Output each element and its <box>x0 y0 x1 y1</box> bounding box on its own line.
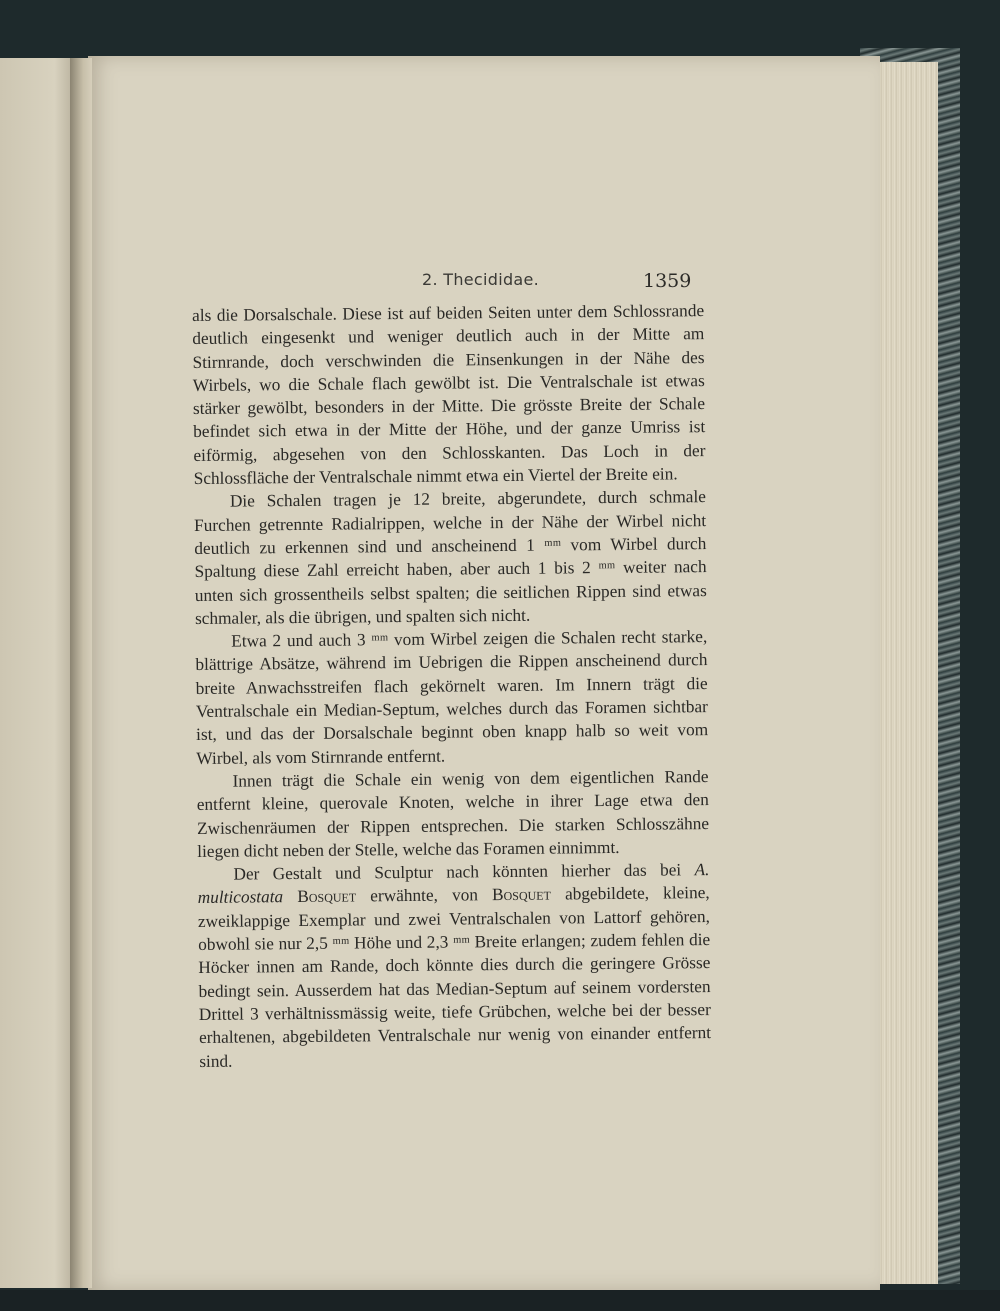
paragraph-5-text-b: erwähnte, von <box>356 885 493 906</box>
paragraph-5-text-a: Der Gestalt und Sculptur nach könnten hierher das bei <box>233 860 695 884</box>
background-bottom <box>0 1290 1000 1311</box>
author-name: Bosquet <box>297 886 357 907</box>
body-text <box>192 299 711 1073</box>
page-number: 1359 <box>643 270 692 292</box>
book-gutter <box>70 58 92 1288</box>
paragraph-3: Etwa 2 und auch 3 ᵐᵐ vom Wirbel zeigen die Schalen recht starke, blättrige Absätze, während im Uebrigen die Rippen anscheinend durch breite Anwachsstreifen flach gekörnelt waren. Im Innern trägt die Ventralschale ein Median-Septum, welches durch das Foramen sichtbar ist, und das der Dorsalschale beginnt oben knapp halb so weit vom Wirbel, als vom Stirnrande entfernt. <box>195 627 709 768</box>
page-header <box>88 268 880 298</box>
species-name: A. multicostata <box>197 860 710 908</box>
space <box>283 887 297 906</box>
paragraph-1: als die Dorsalschale. Diese ist auf beiden Seiten unter dem Schlossrande deutlich eingesenkt und weniger deutlich auch in der Mitte am Stirnrande, doch verschwinden die Einsenkungen in der Nähe des Wirbels, wo die Schale flach gewölbt ist. Die Ventralschale ist etwas stärker gewölbt, besonders in der Mitte. Die grösste Breite der Schale befindet sich etwa in der Mitte der Höhe, und der ganze Umriss ist eiförmig, abgesehen von den Schlosskanten. Das Loch in der Schlossfläche der Ventralschale nimmt etwa ein Viertel der Breite ein. <box>192 301 706 489</box>
paragraph-4: Innen trägt die Schale ein wenig von dem eigentlichen Rande entfernt kleine, querovale Knoten, welche in ihrer Lage etwa den Zwischenräumen der Rippen entsprechen. Die starken Schlosszähne liegen dicht neben der Stelle, welche das Foramen einnimmt. <box>196 767 710 861</box>
paragraph-2: Die Schalen tragen je 12 breite, abgerundete, durch schmale Furchen getrennte Radialrippen, welche in der Nähe der Wirbel nicht deutlich zu erkennen sind und anscheinend 1 ᵐᵐ vom Wirbel durch Spaltung diese Zahl erreicht haben, aber auch 1 bis 2 ᵐᵐ weiter nach unten sich grossentheils selbst spalten; die seitlichen Rippen sind etwas schmaler, als die übrigen, und spalten sich nicht. <box>194 487 707 628</box>
paragraph-5 <box>197 858 711 1073</box>
paragraph-5-text-c: abgebildete, kleine, zweiklappige Exemplar und zwei Ventralschalen von Lattorf gehören, obwohl sie nur 2,5 ᵐᵐ Höhe und 2,3 ᵐᵐ Breite erlangen; zudem fehlen die Höcker innen am Rande, doch könnte dies durch die geringere Grösse bedingt sein. Ausserdem hat das Median-Septum auf seinem vordersten Drittel 3 verhältnissmässig weite, tiefe Grübchen, welche bei der besser erhaltenen, abgebildeten Ventralschale nur wenig von einander entfernt sind. <box>197 883 712 1071</box>
running-title: 2. Thecididae. <box>422 270 540 289</box>
author-name: Bosquet <box>491 885 552 905</box>
right-page <box>88 56 880 1290</box>
left-page <box>0 58 78 1288</box>
